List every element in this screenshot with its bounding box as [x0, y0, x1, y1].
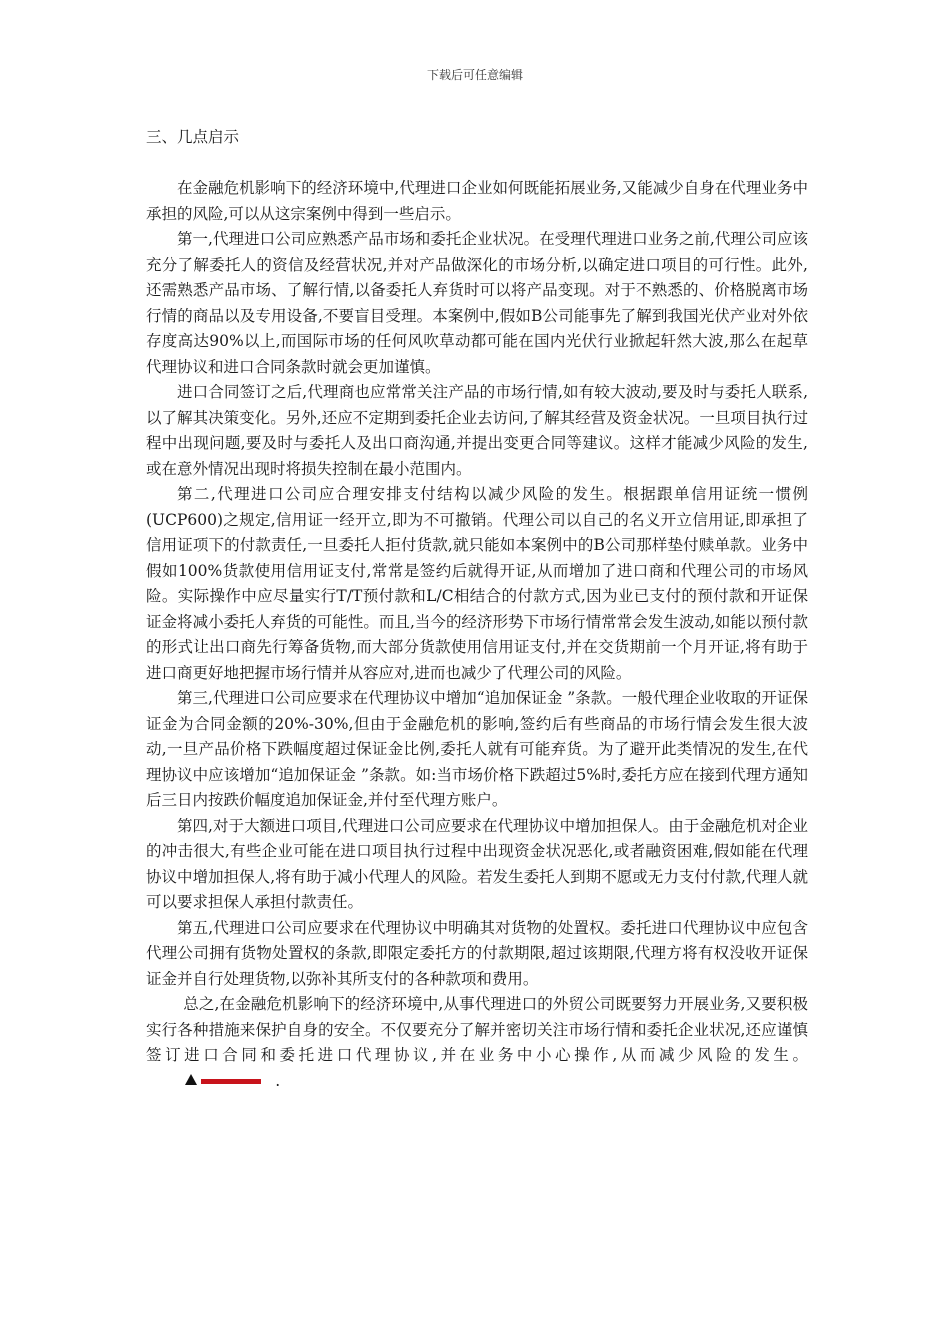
paragraph-conclusion: [146, 992, 808, 1094]
paragraph-fifth-point: 第五,代理进口公司应要求在代理协议中明确其对货物的处置权。委托进口代理协议中应包含代理公司拥有货物处置权的条款,即限定委托方的付款期限,超过该期限,代理方将有权没收开证保证金并自行处理货物,以弥补其所支付的各种款项和费用。: [146, 918, 808, 988]
paragraph-second-point: 第二,代理进口公司应合理安排支付结构以减少风险的发生。根据跟单信用证统一惯例(UCP600)之规定,信用证一经开立,即为不可撤销。代理公司以自己的名义开立信用证,即承担了信用证项下的付款责任,一旦委托人拒付货款,就只能如本案例中的B公司那样垫付赎单款。业务中假如100%货款使用信用证支付,常常是签约后就得开证,从而增加了进口商和代理公司的市场风险。实际操作中应尽量实行T/T预付款和L/C相结合的付款方式,因为业已支付的预付款和开证保证金将减小委托人弃货的可能性。而且,当今的经济形势下市场行情常常会发生波动,如能以预付款的形式让出口商先行筹备货物,而大部分货款使用信用证支付,并在交货期前一个月开证,将有助于进口商更好地把握市场行情并从容应对,进而也减少了代理公司的风险。: [146, 485, 808, 682]
conclusion-trailing: .: [275, 1071, 281, 1090]
document-body: [146, 124, 808, 1094]
red-bar-icon: [201, 1079, 261, 1084]
section-title: 三、几点启示: [146, 128, 240, 146]
paragraph-first-point: 第一,代理进口公司应熟悉产品市场和委托企业状况。在受理代理进口业务之前,代理公司应该充分了解委托人的资信及经营状况,并对产品做深化的市场分析,以确定进口项目的可行性。此外,还需熟悉产品市场、了解行情,以备委托人弃货时可以将产品变现。对于不熟悉的、价格脱离市场行情的商品以及专用设备,不要盲目受理。本案例中,假如B公司能事先了解到我国光伏产业对外依存度高达90%以上,而国际市场的任何风吹草动都可能在国内光伏行业掀起轩然大波,那么在起草代理协议和进口合同条款时就会更加谨慎。: [146, 230, 808, 376]
triangle-icon: [185, 1074, 197, 1085]
paragraph-contract-followup: 进口合同签订之后,代理商也应常常关注产品的市场行情,如有较大波动,要及时与委托人联系,以了解其决策变化。另外,还应不定期到委托企业去访问,了解其经营及资金状况。一旦项目执行过程中出现问题,要及时与委托人及出口商沟通,并提出变更合同等建议。这样才能减少风险的发生,或在意外情况出现时将损失控制在最小范围内。: [146, 383, 808, 478]
conclusion-text: 总之,在金融危机影响下的经济环境中,从事代理进口的外贸公司既要努力开展业务,又要积极实行各种措施来保护自身的安全。不仅要充分了解并密切关注市场行情和委托企业状况,还应谨慎签订进口合同和委托进口代理协议,并在业务中小心操作,从而减少风险的发生。: [146, 995, 808, 1064]
paragraph-third-point: 第三,代理进口公司应要求在代理协议中增加“追加保证金 ”条款。一般代理企业收取的开证保证金为合同金额的20%-30%,但由于金融危机的影响,签约后有些商品的市场行情会发生很大波动,一旦产品价格下跌幅度超过保证金比例,委托人就有可能弃货。为了避开此类情况的发生,在代理协议中应该增加“追加保证金 ”条款。如:当市场价格下跌超过5%时,委托方应在接到代理方通知后三日内按跌价幅度追加保证金,并付至代理方账户。: [146, 689, 808, 809]
end-marker: [146, 1069, 275, 1095]
page-header: 下载后可任意编辑: [426, 68, 523, 82]
paragraph-intro: 在金融危机影响下的经济环境中,代理进口企业如何既能拓展业务,又能减少自身在代理业务中承担的风险,可以从这宗案例中得到一些启示。: [146, 179, 808, 223]
paragraph-fourth-point: 第四,对于大额进口项目,代理进口公司应要求在代理协议中增加担保人。由于金融危机对企业的冲击很大,有些企业可能在进口项目执行过程中出现资金状况恶化,或者融资困难,假如能在代理协议中增加担保人,将有助于减小代理人的风险。若发生委托人到期不愿或无力支付付款,代理人就可以要求担保人承担付款责任。: [146, 816, 808, 911]
